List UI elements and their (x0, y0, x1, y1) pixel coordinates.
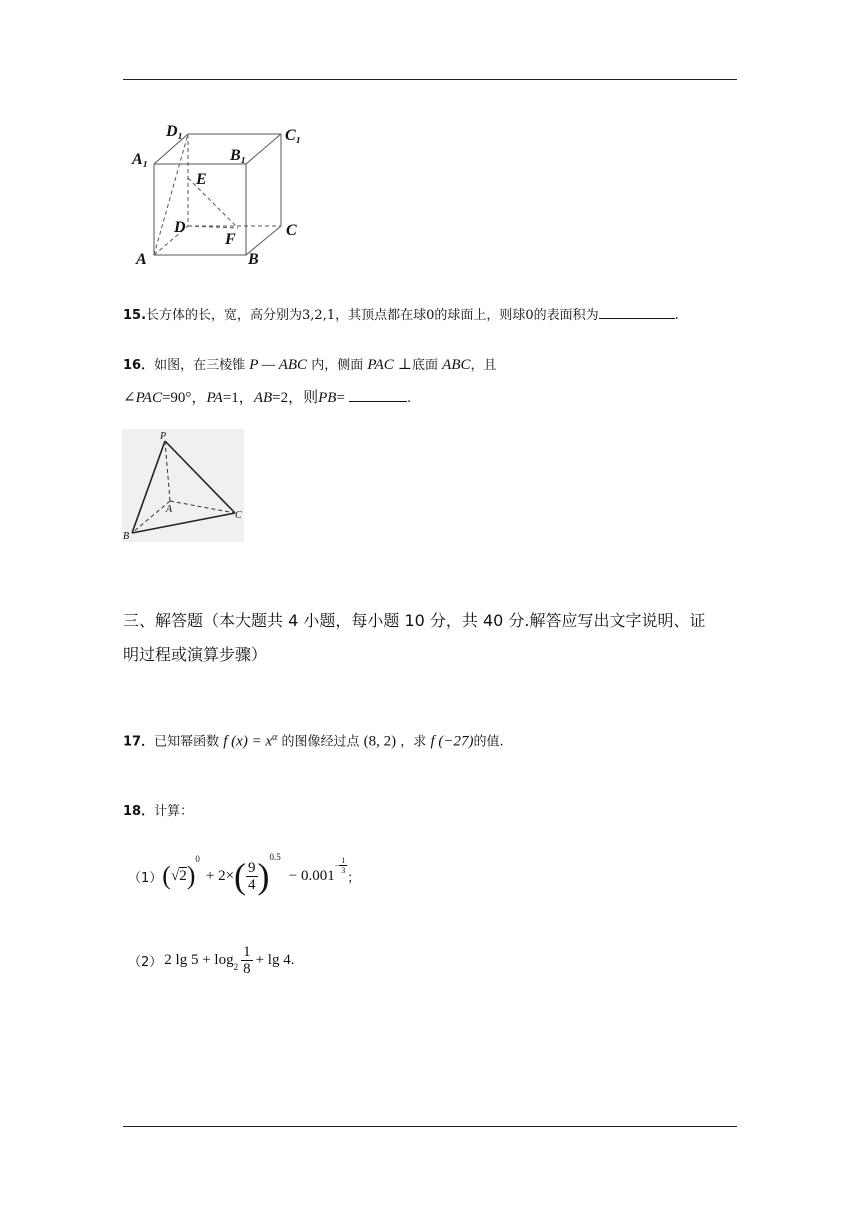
q17-point: (8, 2) (363, 733, 397, 750)
q18-p1-exp0: 0 (195, 854, 200, 864)
label-C: C (286, 222, 297, 239)
label-A1: A₁ (132, 151, 149, 168)
q16-base: ABC (442, 357, 471, 373)
q16-number: 16． (123, 358, 155, 373)
q16-answer-blank[interactable] (349, 401, 407, 402)
q17-text2: 的图像经过点 (281, 734, 360, 750)
question-18 (123, 803, 193, 821)
q16-text3: 底面 (412, 358, 439, 373)
q16-pyramid: P — ABC (249, 357, 308, 373)
q16-angle: ∠PAC (123, 390, 162, 406)
q15-end: . (674, 308, 679, 323)
q18-p1-exp-num: 1 (341, 856, 346, 865)
label-F: F (225, 231, 236, 248)
q18-number: 18． (123, 804, 155, 819)
q18-p2-b: + lg 4 (255, 951, 291, 968)
q18-p2-num: 1 (243, 943, 251, 960)
q16-pa: PA (206, 390, 223, 406)
q18-p1-sqrt-sign: √ (170, 867, 180, 884)
q17-alpha: α (272, 732, 278, 743)
q17-text4: 的值. (473, 734, 504, 750)
question-16-line2 (123, 389, 411, 408)
q18-p1-end: ； (347, 870, 361, 886)
q18-p1-exp-neg: − $\frac{1}{3}$ (334, 856, 346, 875)
q18-p1-rparen: ) (186, 861, 196, 890)
q16-text1: 如图，在三棱锥 (154, 358, 246, 373)
q18-p1-num: 9 (248, 859, 256, 876)
cube-figure (128, 118, 318, 278)
q17-text3: ，求 (400, 734, 427, 750)
q15-answer-blank[interactable] (599, 318, 675, 319)
q16-face: PAC (367, 357, 394, 373)
label-B: B (248, 251, 259, 268)
q18-p2-end: . (290, 951, 295, 968)
q15-number: 15. (123, 308, 147, 323)
q18-p2-a: 2 lg 5 + log (164, 951, 234, 968)
label-A: A (136, 251, 147, 268)
label-D1: D₁ (166, 123, 184, 140)
question-17 (123, 729, 504, 751)
q18-p2-fraction (241, 944, 253, 977)
q18-p1-lparen: ( (162, 861, 171, 890)
label-D: D (174, 219, 186, 236)
q16-pb: PB (318, 390, 337, 406)
q16-eq1: =90°， (161, 390, 207, 406)
q17-number: 17． (123, 734, 155, 750)
q18-part2 (128, 938, 294, 982)
section-3-heading (123, 604, 743, 672)
q18-p1-exp: 0.5 (269, 852, 281, 862)
q18-p2-den: 8 (243, 960, 251, 977)
q18-p1-fraction (246, 860, 258, 893)
pyramid-figure (122, 429, 244, 542)
pyr-label-P: P (160, 431, 167, 442)
q18-text: 计算： (154, 804, 194, 819)
question-16-line1 (123, 356, 497, 375)
q17-text1: 已知幂函数 (154, 734, 220, 750)
q18-p1-exp-den: 3 (341, 866, 346, 875)
label-C1: C₁ (285, 127, 302, 144)
label-E: E (196, 171, 207, 188)
q15-text: 长方体的长，宽，高分别为3,2,1，其顶点都在球0的球面上，则球0的表面积为 (146, 308, 599, 323)
q17-fneg: f (−27) (430, 733, 474, 750)
q16-perp: ⊥ (397, 357, 412, 373)
q18-p1-minus: − 0.001 (288, 867, 335, 884)
q17-function: f (x) = x (223, 733, 273, 750)
q18-p2-label: （2） (128, 954, 163, 970)
q18-p1-plus: + 2× (205, 867, 235, 884)
q18-p1-rparen2: ) (257, 856, 270, 896)
q18-p1-den: 4 (248, 876, 256, 893)
pyr-label-C: C (235, 510, 242, 521)
q18-part1 (128, 848, 360, 904)
footer-rule (123, 1126, 737, 1127)
section-3-line1: 三、解答题（本大题共 4 小题，每小题 10 分，共 40 分.解答应写出文字说明、证 (123, 611, 706, 630)
header-rule (123, 79, 737, 80)
label-B1: B₁ (230, 147, 247, 164)
question-15 (123, 307, 679, 325)
q16-text2: 内，侧面 (311, 358, 364, 373)
q16-text4: ，且 (470, 358, 497, 373)
pyr-label-B: B (123, 531, 130, 542)
q16-eq2: =1， (222, 390, 254, 406)
q16-eq4: = (336, 390, 345, 406)
q18-p1-label: （1） (128, 870, 163, 886)
q18-p2-sub: 2 (233, 962, 239, 972)
q16-ab: AB (253, 390, 273, 406)
pyr-label-A: A (166, 504, 173, 515)
section-3-line2: 明过程或演算步骤） (123, 645, 268, 664)
q16-eq3: =2，则 (272, 390, 319, 406)
q18-p1-sqrt-arg: 2 (179, 868, 187, 884)
q18-p1-lparen2: ( (234, 856, 247, 896)
q16-end: . (407, 391, 412, 406)
